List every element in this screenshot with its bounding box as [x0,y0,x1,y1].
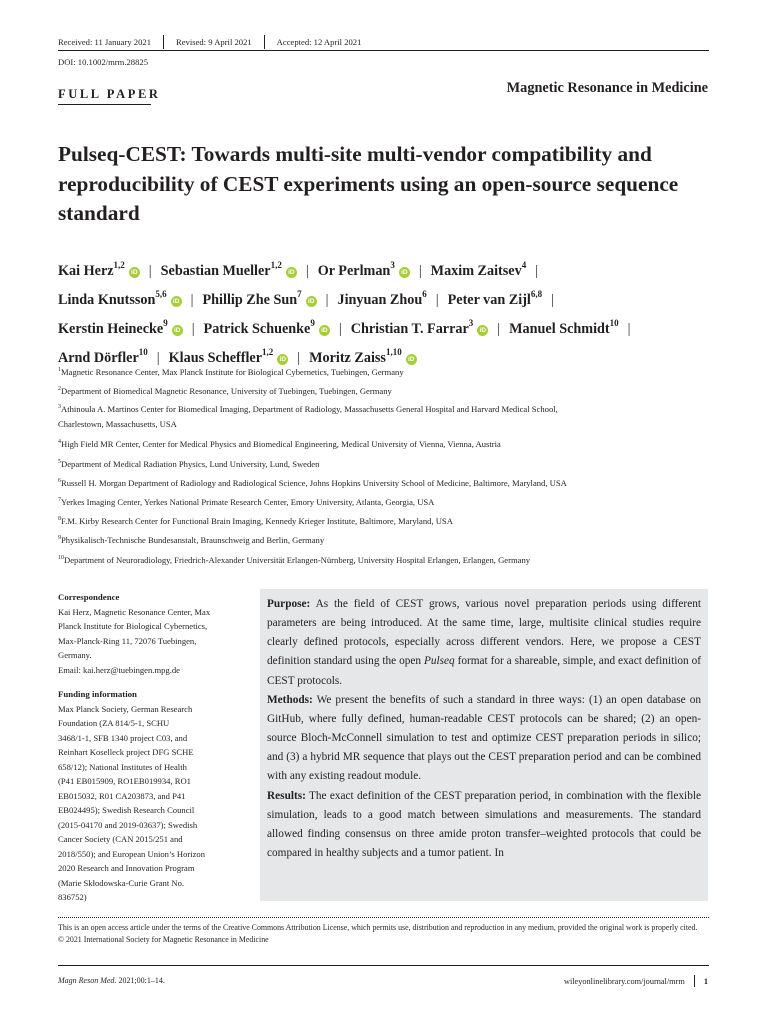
affiliation [58,550,718,569]
author [58,260,140,279]
author-name: Moritz Zaiss [309,349,386,366]
author-name: Klaus Scheffler [168,349,263,366]
funding-line: 836752) [58,892,87,902]
purpose-italic: Pulseq [423,655,455,668]
article-title: Pulseq-CEST: Towards multi-site multi-vendor compatibility and reproducibility of CEST experiments using an open-source sequence standard [58,142,679,225]
affiliation-number: 3 [58,404,61,411]
funding-line: 2020 Research and Innovation Program [58,863,195,873]
correspondence-heading: Correspondence [58,592,120,602]
sidebar-info [58,590,248,915]
author-affiliation-marker: 3 [468,318,474,329]
correspondence-line: Planck Institute for Biological Cybernetics, [58,621,208,631]
orcid-icon[interactable]: iD [171,296,182,307]
funding-line: 2018/550); and European Union’s Horizon [58,848,206,859]
author-affiliation-marker: 1,2 [270,260,282,270]
funding-line: Reinhart Koselleck project DFG SCHE [58,747,194,757]
affiliation-text: Department of Medical Radiation Physics, Lund University, Lund, Sweden [61,458,320,469]
author-separator: | [551,291,554,308]
author-affiliation-marker: 4 [521,260,527,270]
affiliation [58,492,718,511]
author-separator: | [191,320,195,337]
page-number: 1 [703,976,708,986]
author-affiliation-marker: 5,6 [155,289,167,300]
author-name: Sebastian Mueller [160,262,271,279]
paper-type-rule [58,104,151,105]
funding-line: EB024495); Swedish Research Council [58,805,195,815]
author-separator: | [156,349,160,366]
affiliation-text: F.M. Kirby Research Center for Functional Brain Imaging, Kennedy Krieger Institute, Baltimore, Maryland, USA [61,516,453,527]
affiliation-text: Yerkes Imaging Center, Yerkes National Primate Research Center, Emory University, Atlanta, Georgia, USA [61,497,435,508]
author-name: Kerstin Heinecke [58,320,164,337]
author-affiliation-marker: 9 [163,318,168,329]
received-date: Received: 11 January 2021 [58,36,151,47]
funding-heading: Funding information [58,689,137,699]
affiliation-list [58,362,718,569]
affiliation-number: 4 [58,439,61,446]
correspondence-line: Kai Herz, Magnetic Resonance Center, Max [58,606,211,617]
affiliation [58,473,718,492]
funding-line: (P41 EB015909, RO1EB019934, RO1 [58,776,191,786]
orcid-icon[interactable]: iD [306,296,317,307]
author-separator: | [627,320,631,337]
license-divider [58,917,709,918]
author-separator: | [325,291,329,308]
author-affiliation-marker: 3 [390,260,395,270]
abstract-results [267,787,701,864]
affiliation-number: 8 [58,516,61,523]
results-label: Results: [267,789,306,802]
affiliation-text-continued: Charlestown, Massachusetts, USA [58,419,177,430]
affiliation [58,511,718,530]
purpose-text: As the field of CEST grows, various novel preparation periods using different parameters are being introduced. At the same time, large, multisite clinical studies require clearly defined protocols, especially across different vendors. Here, we propose a CEST definition standard using the open [267,598,701,668]
author-separator: | [305,262,309,279]
affiliation-number: 1 [58,367,61,373]
author-name: Patrick Schuenke [203,320,311,337]
funding-line: (Marie Skłodowska-Curie Grant No. [58,877,185,888]
author-affiliation-marker: 10 [138,347,148,358]
author-affiliation-marker: 6 [422,289,427,300]
affiliation-text: Physikalisch-Technische Bundesanstalt, Braunschweig and Berlin, Germany [61,535,325,546]
affiliation-text: Department of Biomedical Magnetic Resonance, University of Tuebingen, Tuebingen, Germany [61,386,392,397]
paper-type: FULL PAPER [58,87,161,101]
copyright-text: © 2021 International Society for Magnetic Resonance in Medicine [58,934,269,944]
author-affiliation-marker: 9 [310,318,315,329]
footer-right [564,976,708,988]
author-list [58,254,738,370]
orcid-icon[interactable]: iD [172,325,183,336]
author-affiliation-marker: 7 [297,289,302,300]
affiliation-text: High Field MR Center, Center for Medical Physics and Biomedical Engineering, Medical University of Vienna, Vienna, Austria [61,439,501,450]
author-name: Christian T. Farrar [350,320,469,337]
author-name: Manuel Schmidt [509,320,610,337]
author-name: Maxim Zaitsev [430,262,522,279]
author-affiliation-marker: 6,8 [530,289,543,300]
author [447,289,543,308]
author-name: Arnd Dörfler [58,349,139,366]
correspondence-line: Germany. [58,650,92,660]
affiliation-number: 6 [58,477,61,484]
results-text: The exact definition of the CEST preparation period, in combination with the flexible simulation, leads to a good match between simulations and measurements. The standard allowed finding consensus on three amide proton transfer–weighted protocols that could be compared in healthy subjects and a tumor patient. In [267,789,701,860]
date-divider [163,35,164,49]
abstract-purpose [267,595,701,691]
funding-line: 658/12); National Institutes of Health [58,761,187,772]
author [350,318,489,337]
purpose-label: Purpose: [267,598,311,610]
abstract-box [260,589,708,901]
author-separator: | [418,262,422,279]
orcid-icon[interactable]: iD [286,267,297,278]
orcid-icon[interactable]: iD [277,354,288,365]
journal-url[interactable]: wileyonlinelibrary.com/journal/mrm [563,976,685,986]
funding-line: EB015032, R01 CA203873, and P41 [58,790,186,801]
accepted-date: Accepted: 12 April 2021 [276,36,362,47]
author-name: Jinyuan Zhou [337,291,423,308]
correspondence-line: Max-Planck-Ring 11, 72076 Tuebingen, [58,635,197,646]
methods-label: Methods: [267,693,313,706]
affiliation-text: Russell H. Morgan Department of Radiology and Radiological Science, Johns Hopkins University School of Medicine, Baltimore, Maryland, USA [61,477,567,488]
affiliation [58,530,718,549]
author-separator: | [148,262,152,279]
citation-journal: Magn Reson Med. [58,976,117,985]
methods-text: We present the benefits of such a standard in three ways: (1) an open database on GitHub, where fully defined, human-readable CEST protocols can be shared; (2) an open-source Bloch-McConnell simulation to test and optimize CEST preparation periods in silico; and (3) a hybrid MR sequence that plays out the CEST preparation period and can be combined with any existing readout module. [267,693,702,783]
author-separator: | [297,349,301,366]
purpose-text-end: format for a shareable, simple, and exact definition of CEST protocols. [267,655,701,687]
author [430,260,527,279]
funding-line: 3468/1-1, SFB 1340 project C03, and [58,732,188,743]
author-name: Kai Herz [58,262,114,279]
license-text: This is an open access article under the terms of the Creative Commons Attribution License, which permits use, distribution and reproduction in any medium, provided the original work is properly cited. [58,923,698,932]
author-name: Phillip Zhe Sun [202,291,298,308]
author-separator: | [190,291,194,308]
affiliation-text: Department of Neuroradiology, Friedrich-Alexander Universität Erlangen-Nürnberg, University Hospital Erlangen, Erlangen, Germany [64,554,531,565]
author-affiliation-marker: 10 [609,318,619,329]
correspondence-email[interactable]: Email: kai.herz@tuebingen.mpg.de [58,664,180,675]
affiliation-number: 10 [58,554,64,561]
page-divider [694,975,695,987]
citation [58,976,165,985]
journal-name: Magnetic Resonance in Medicine [506,80,708,96]
affiliation-number: 7 [58,497,61,504]
funding-text [58,702,248,905]
affiliation [58,454,718,473]
funding-line: Cancer Society (CAN 2015/251 and [58,834,183,844]
correspondence-text [58,605,248,678]
author-affiliation-marker: 1,2 [262,347,274,358]
author-separator: | [435,291,439,308]
orcid-icon[interactable]: iD [399,267,410,278]
affiliation-text: Magnetic Resonance Center, Max Planck Institute for Biological Cybernetics, Tuebingen, Germany [61,367,404,377]
orcid-icon[interactable]: iD [406,354,417,365]
affiliation [58,400,718,431]
revised-date: Revised: 9 April 2021 [176,36,252,47]
affiliation-number: 5 [58,458,61,465]
author [337,289,427,308]
author [58,318,183,337]
author [160,260,297,279]
citation-details: 2021;00:1–14. [116,976,165,985]
orcid-icon[interactable]: iD [319,325,330,336]
author-name: Or Perlman [317,262,391,279]
author [202,289,317,308]
affiliation-text: Athinoula A. Martinos Center for Biomedical Imaging, Department of Radiology, Massachusetts General Hospital and Harvard Medical School, [61,404,558,415]
affiliation [58,434,718,453]
article-dates [58,36,361,50]
affiliation [58,362,718,381]
author-name: Peter van Zijl [447,291,531,308]
funding-line: (2015-04170 and 2019-03637); Swedish [58,819,198,830]
orcid-icon[interactable]: iD [477,325,488,336]
footer-rule [58,965,709,966]
affiliation [58,381,718,400]
author-name: Linda Knutsson [58,291,156,308]
orcid-icon[interactable]: iD [129,267,140,278]
abstract-methods [267,691,701,787]
doi[interactable]: DOI: 10.1002/mrm.28825 [58,57,148,67]
license-block [58,922,718,945]
funding-line: Max Planck Society, German Research [58,703,193,714]
affiliation-number: 9 [58,535,61,542]
author-separator: | [497,320,501,337]
author-separator: | [338,320,342,337]
affiliation-number: 2 [58,386,61,393]
author [509,318,619,337]
author-affiliation-marker: 1,2 [113,260,125,270]
author [58,289,182,308]
header-rule [58,50,709,51]
date-divider [264,35,265,49]
author-separator: | [535,262,539,279]
funding-line: Foundation (ZA 814/5-1, SCHU [58,718,170,728]
author [203,318,330,337]
author [317,260,410,279]
author-affiliation-marker: 1,10 [385,347,402,358]
